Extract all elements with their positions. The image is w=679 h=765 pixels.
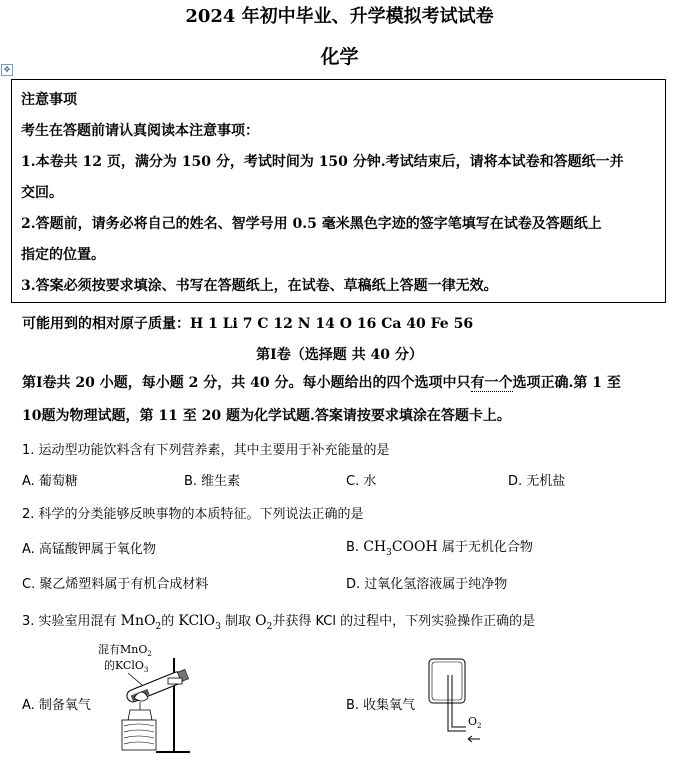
oxygen-prep-apparatus-figure [90, 640, 210, 760]
formula-o: O [255, 613, 267, 629]
formula-kclo: KClO [178, 613, 216, 629]
option-b-suffix: 属于无机化合物 [437, 540, 533, 555]
notice-item-1: 1.本卷共 12 页，满分为 150 分，考试时间为 150 分钟.考试结束后，请将本试卷和答题纸一并 [21, 154, 624, 170]
formula-sub-3b: 3 [215, 621, 221, 632]
formula-part-ch: CH [363, 539, 387, 555]
notice-box [11, 79, 666, 303]
notice-heading: 注意事项 [21, 92, 77, 108]
formula-mno: MnO [120, 613, 156, 629]
section-desc-emphasis: 有一个 [470, 375, 513, 391]
question-3-option-a: A. 制备氧气 [22, 698, 91, 713]
question-1-option-d: D. 无机盐 [508, 474, 566, 489]
question-1-option-c: C. 水 [346, 474, 377, 489]
q3-stem-part-3: 制取 [220, 614, 256, 629]
q3-stem-part-1: 3. 实验室用混有 [22, 614, 121, 629]
fig-b-label-o2: $O_2$ [468, 715, 482, 730]
question-3-option-b: B. 收集氧气 [346, 698, 416, 713]
question-2-option-c: C. 聚乙烯塑料属于有机合成材料 [22, 577, 209, 592]
formula-sub-2: 2 [155, 621, 162, 632]
notice-item-2: 2.答题前，请务必将自己的姓名、智学号用 0.5 毫米黑色字迹的签字笔填写在试卷及答题纸上 [21, 216, 602, 232]
question-1-option-b: B. 维生素 [184, 474, 241, 489]
formula-sub-2b: 2 [266, 621, 273, 632]
fig-a-label-line-2: 的KClO$_3$ [104, 659, 149, 674]
option-b-prefix: B. [346, 540, 364, 555]
formula-sub-3: 3 [386, 547, 392, 558]
section-heading: 第Ⅰ卷（选择题 共 40 分） [256, 347, 423, 363]
question-2-option-d: D. 过氧化氢溶液属于纯净物 [346, 577, 508, 592]
section-desc-line-1 [22, 372, 621, 392]
question-1-option-a: A. 葡萄糖 [22, 474, 78, 489]
formula-ch3cooh [363, 539, 438, 558]
q3-stem-part-4: 并获得 KCl 的过程中，下列实验操作正确的是 [272, 614, 536, 629]
oxygen-collection-figure [418, 655, 493, 745]
notice-intro: 考生在答题前请认真阅读本注意事项： [21, 123, 259, 139]
question-2-option-b [346, 536, 533, 558]
section-desc-text-end: 选项正确.第 1 至 [512, 375, 621, 391]
notice-item-1-cont: 交回。 [21, 185, 63, 201]
notice-item-3: 3.答案必须按要求填涂、书写在答题纸上，在试卷、草稿纸上答题一律无效。 [21, 278, 498, 294]
question-1-stem: 1. 运动型功能饮料含有下列营养素，其中主要用于补充能量的是 [22, 443, 390, 458]
table-move-handle-icon[interactable]: ✥ [1, 64, 13, 76]
question-3-stem [22, 610, 535, 632]
fig-a-label-line-1: 混有MnO$_2$ [98, 643, 152, 658]
q3-stem-part-2: 的 [161, 614, 179, 629]
section-desc-line-2: 10题为物理试题，第 11 至 20 题为化学试题.答案请按要求填涂在答题卡上。 [22, 408, 511, 424]
question-2-option-a: A. 高锰酸钾属于氧化物 [22, 542, 156, 557]
formula-part-cooh: COOH [391, 539, 438, 555]
subject-title: 化学 [320, 46, 359, 68]
formula-o2 [255, 613, 273, 632]
question-2-stem: 2. 科学的分类能够反映事物的本质特征。下列说法正确的是 [22, 507, 364, 522]
formula-mno2 [120, 613, 162, 632]
atomic-masses: 可能用到的相对原子质量：H 1 Li 7 C 12 N 14 O 16 Ca 40 Fe 56 [22, 316, 474, 332]
formula-kclo3 [178, 613, 221, 632]
notice-item-2-cont: 指定的位置。 [21, 247, 105, 263]
exam-title: 2024 年初中毕业、升学模拟考试试卷 [185, 6, 494, 27]
section-desc-text: 第Ⅰ卷共 20 小题，每小题 2 分，共 40 分。每小题给出的四个选项中只 [22, 375, 471, 391]
